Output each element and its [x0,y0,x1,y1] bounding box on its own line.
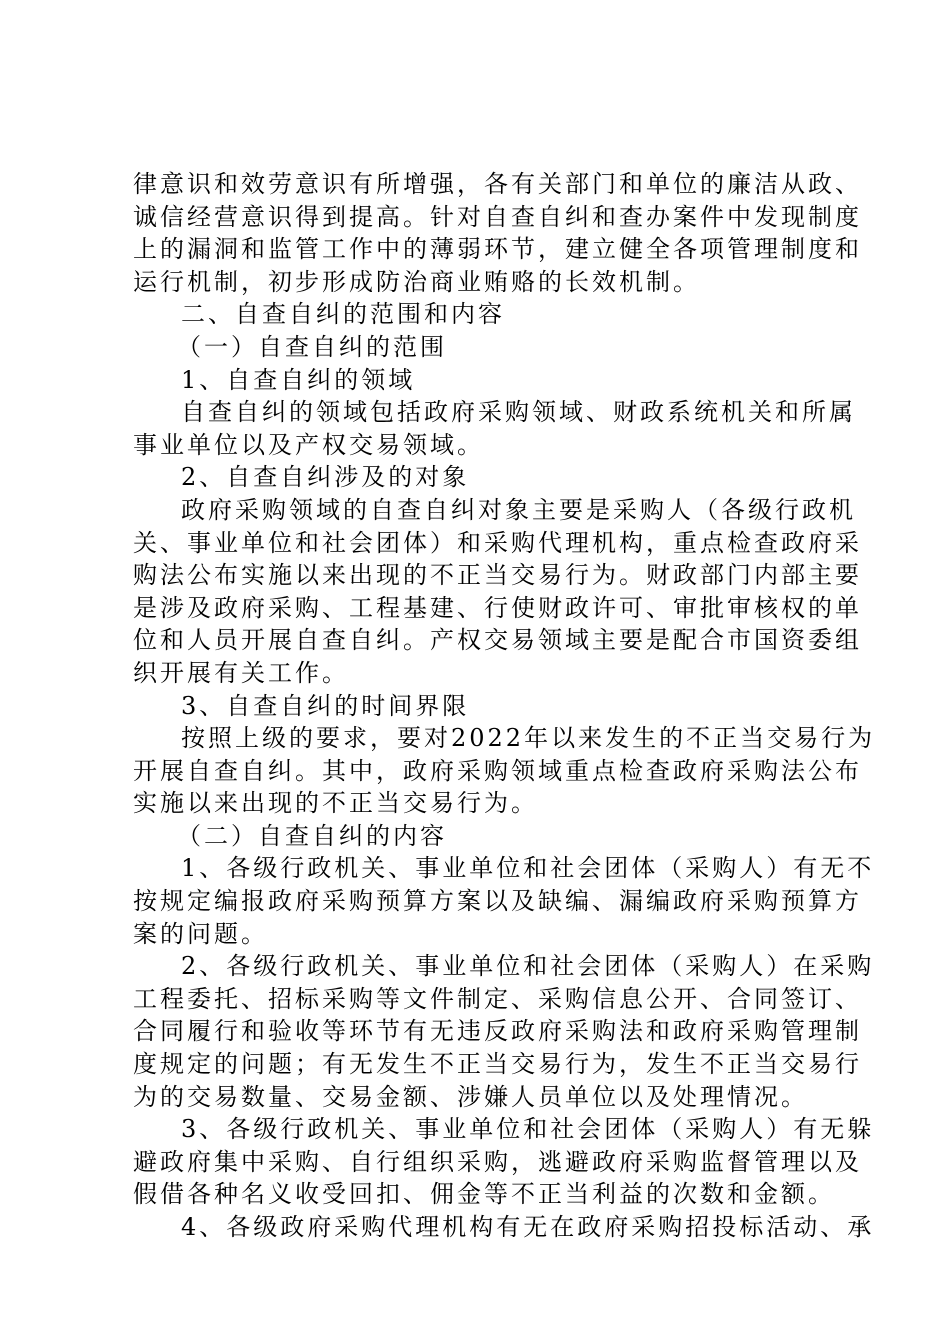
text-line: 工程委托、招标采购等文件制定、采购信息公开、合同签订、 [133,984,862,1013]
text-line: 3、各级行政机关、事业单位和社会团体（采购人）有无躲 [181,1115,875,1144]
text-line: 织开展有关工作。 [133,658,349,687]
text-line: 律意识和效劳意识有所增强，各有关部门和单位的廉洁从政、 [133,170,862,198]
text-line: 开展自查自纠。其中，政府采购领域重点检查政府采购法公布 [133,756,862,785]
text-line: 按照上级的要求，要对2022年以来发生的不正当交易行为 [181,724,876,753]
text-line: 关、事业单位和社会团体）和采购代理机构，重点检查政府采 [133,528,862,557]
text-line: 避政府集中采购、自行组织采购，逃避政府采购监督管理以及 [133,1147,862,1176]
text-line: 3、自查自纠的时间界限 [181,691,470,720]
text-line: 运行机制，初步形成防治商业贿赂的长效机制。 [133,267,700,296]
text-line: 按规定编报政府采购预算方案以及缺编、漏编政府采购预算方 [133,887,862,916]
text-line: 合同履行和验收等环节有无违反政府采购法和政府采购管理制 [133,1017,862,1046]
text-line: 是涉及政府采购、工程基建、行使财政许可、审批审核权的单 [133,593,862,622]
text-line: 购法公布实施以来出现的不正当交易行为。财政部门内部主要 [133,561,862,590]
text-line: 案的问题。 [133,919,268,948]
text-line: （二）自查自纠的内容 [177,821,447,850]
text-line: 2、自查自纠涉及的对象 [181,463,470,492]
text-line: 诚信经营意识得到提高。针对自查自纠和查办案件中发现制度 [133,202,862,231]
text-line: 1、自查自纠的领域 [181,365,416,394]
text-line: 实施以来出现的不正当交易行为。 [133,789,538,818]
text-line: 为的交易数量、交易金额、涉嫌人员单位以及处理情况。 [133,1082,808,1111]
text-line: 自查自纠的领域包括政府采购领域、财政系统机关和所属 [181,398,856,427]
text-line: 2、各级行政机关、事业单位和社会团体（采购人）在采购 [181,952,875,981]
text-line: 政府采购领域的自查自纠对象主要是采购人（各级行政机 [181,495,856,524]
text-line: 事业单位以及产权交易领域。 [133,430,484,459]
text-line: 上的漏洞和监管工作中的薄弱环节，建立健全各项管理制度和 [133,235,862,264]
text-line: （一）自查自纠的范围 [177,332,447,361]
text-line: 假借各种名义收受回扣、佣金等不正当利益的次数和金额。 [133,1180,835,1209]
text-line: 二、自查自纠的范围和内容 [181,300,505,329]
document-body [133,168,876,1244]
text-line: 4、各级政府采购代理机构有无在政府采购招投标活动、承 [181,1213,875,1241]
text-line: 度规定的问题；有无发生不正当交易行为，发生不正当交易行 [133,1050,862,1079]
text-line: 1、各级行政机关、事业单位和社会团体（采购人）有无不 [181,854,875,883]
text-line: 位和人员开展自查自纠。产权交易领域主要是配合市国资委组 [133,626,862,655]
